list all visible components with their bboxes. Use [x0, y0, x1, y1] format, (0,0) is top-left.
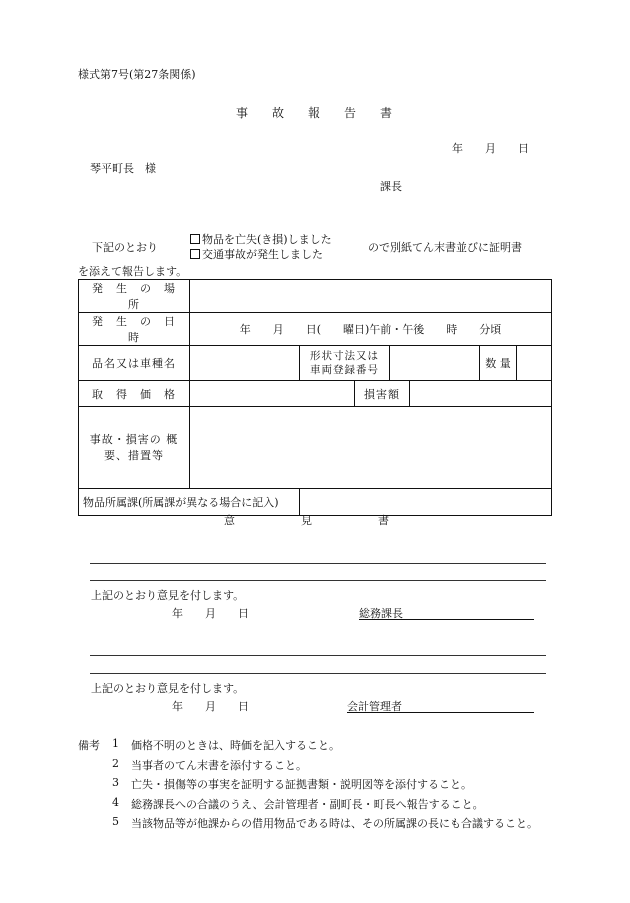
summary-label	[79, 407, 190, 489]
intro-line2: を添えて報告します。	[78, 265, 188, 278]
note-number: 2	[112, 756, 119, 770]
location-field[interactable]	[190, 280, 552, 313]
summary-field[interactable]	[190, 407, 552, 489]
opinion-line[interactable]	[90, 563, 546, 564]
option-accident-label: 交通事故が発生しました	[202, 248, 323, 261]
shape-label	[300, 346, 390, 381]
signature-line[interactable]	[359, 619, 534, 620]
note-text: 総務課長への合議のうえ、会計管理者・副町長・町長へ報告すること。	[131, 797, 484, 811]
quantity-cell	[480, 346, 552, 381]
checkbox-icon[interactable]	[190, 249, 200, 259]
form-number: 様式第7号(第27条関係)	[78, 68, 196, 81]
quantity-field[interactable]	[517, 346, 551, 380]
note-text: 亡失・損傷等の事実を証明する証拠書類・説明図等を添付すること。	[131, 778, 472, 791]
reporter-title: 課長	[380, 180, 402, 193]
notes-heading: 備考	[78, 739, 100, 752]
document-title: 事 故 報 告 書	[236, 106, 393, 120]
shape-label-line2: 車両登録番号	[310, 364, 379, 376]
note-number: 1	[112, 737, 119, 750]
location-label: 発 生 の 場 所	[79, 280, 190, 313]
shape-field[interactable]	[390, 346, 480, 381]
opinion-date-2: 年 月 日	[172, 700, 249, 713]
opinion-line[interactable]	[90, 580, 546, 581]
quantity-label: 数 量	[480, 346, 517, 380]
option-lost[interactable]	[190, 231, 332, 247]
opinion-line[interactable]	[90, 673, 546, 674]
report-date: 年 月 日	[452, 142, 529, 155]
summary-label-line2: 要、措置等	[104, 448, 164, 462]
damage-field[interactable]	[410, 381, 552, 407]
intro-suffix: ので別紙てん末書並びに証明書	[368, 241, 522, 254]
price-label: 取 得 価 格	[79, 381, 190, 407]
opinion-statement-1: 上記のとおり意見を付します。	[91, 589, 245, 602]
option-accident[interactable]	[190, 246, 323, 262]
summary-label-line1: 事故・損害の 概	[89, 432, 179, 446]
opinion-date-1: 年 月 日	[172, 607, 249, 620]
addressee: 琴平町長 様	[90, 162, 156, 175]
signature-line[interactable]	[347, 712, 534, 713]
price-field[interactable]	[190, 381, 355, 407]
dept-label: 物品所属課(所属課が異なる場合に記入)	[79, 489, 300, 516]
opinion-title: 意 見 書	[224, 514, 389, 527]
note-text: 当事者のてん末書を添付すること。	[131, 758, 307, 772]
shape-label-line1: 形状寸法又は	[310, 350, 379, 362]
opinion-signer-1: 総務課長	[359, 607, 403, 620]
note-number: 3	[112, 776, 119, 789]
intro-prefix: 下記のとおり	[92, 241, 158, 254]
note-number: 4	[112, 795, 119, 809]
note-text: 当該物品等が他課からの借用物品である時は、その所属課の長にも合議すること。	[131, 817, 538, 830]
note-text: 価格不明のときは、時価を記入すること。	[131, 739, 340, 752]
checkbox-icon[interactable]	[190, 234, 200, 244]
item-name-label: 品名又は車種名	[79, 346, 190, 381]
option-lost-label: 物品を亡失(き損)しました	[202, 233, 332, 246]
item-name-field[interactable]	[190, 346, 300, 381]
damage-label: 損害額	[355, 381, 410, 407]
opinion-signer-2: 会計管理者	[347, 700, 402, 713]
note-number: 5	[112, 815, 119, 828]
datetime-field[interactable]: 年 月 日( 曜日)午前・午後 時 分頃	[190, 313, 552, 346]
report-table	[78, 279, 552, 516]
opinion-line[interactable]	[90, 655, 546, 656]
datetime-label: 発 生 の 日 時	[79, 313, 190, 346]
opinion-statement-2: 上記のとおり意見を付します。	[91, 682, 245, 695]
